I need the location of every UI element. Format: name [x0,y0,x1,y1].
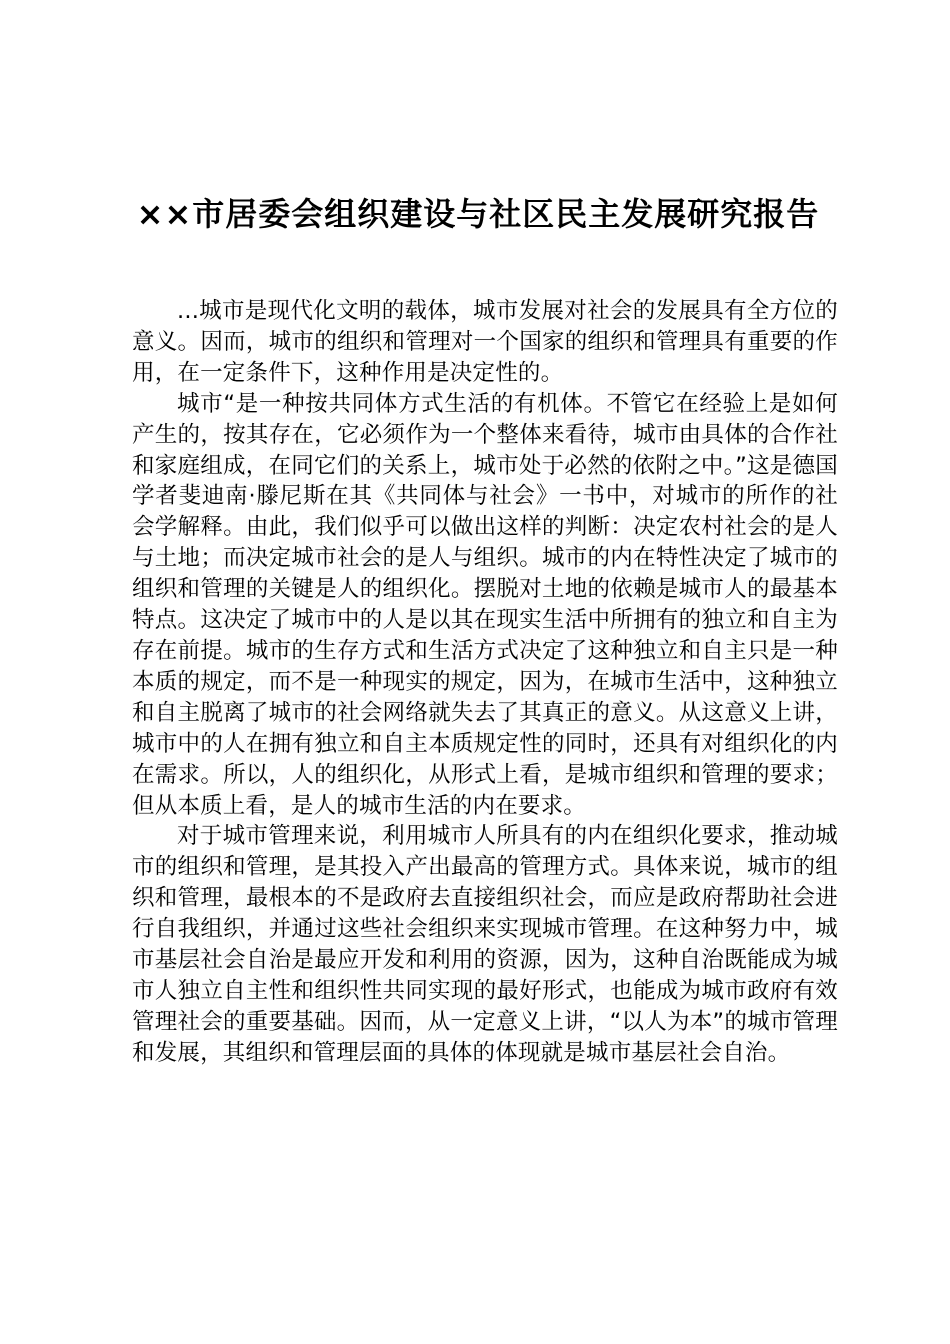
paragraph-2: 城市“是一种按共同体方式生活的有机体。不管它在经验上是如何产生的，按其存在，它必须作为一个整体来看待，城市由具体的合作社和家庭组成，在同它们的关系上，城市处于必然的依附之中。”这是德国学者斐迪南·滕尼斯在其《共同体与社会》一书中，对城市的所作的社会学解释。由此，我们似乎可以做出这样的判断：决定农村社会的是人与土地；而决定城市社会的是人与组织。城市的内在特性决定了城市的组织和管理的关键是人的组织化。摆脱对土地的依赖是城市人的最基本特点。这决定了城市中的人是以其在现实生活中所拥有的独立和自主为存在前提。城市的生存方式和生活方式决定了这种独立和自主只是一种本质的规定，而不是一种现实的规定，因为，在城市生活中，这种独立和自主脱离了城市的社会网络就失去了其真正的意义。从这意义上讲，城市中的人在拥有独立和自主本质规定性的同时，还具有对组织化的内在需求。所以，人的组织化，从形式上看，是城市组织和管理的要求；但从本质上看，是人的城市生活的内在要求。 [132,390,838,819]
document-body [132,296,838,1069]
document-title: ××市居委会组织建设与社区民主发展研究报告 [136,195,820,233]
paragraph-1: ...城市是现代化文明的载体，城市发展对社会的发展具有全方位的意义。因而，城市的组织和管理对一个国家的组织和管理具有重要的作用，在一定条件下，这种作用是决定性的。 [132,298,838,386]
paragraph-3: 对于城市管理来说，利用城市人所具有的内在组织化要求，推动城市的组织和管理，是其投入产出最高的管理方式。具体来说，城市的组织和管理，最根本的不是政府去直接组织社会，而应是政府帮助社会进行自我组织，并通过这些社会组织来实现城市管理。在这种努力中，城市基层社会自治是最应开发和利用的资源，因为，这种自治既能成为城市人独立自主性和组织性共同实现的最好形式，也能成为城市政府有效管理社会的重要基础。因而，从一定意义上讲，“以人为本”的城市管理和发展，其组织和管理层面的具体的体现就是城市基层社会自治。 [132,823,838,1066]
